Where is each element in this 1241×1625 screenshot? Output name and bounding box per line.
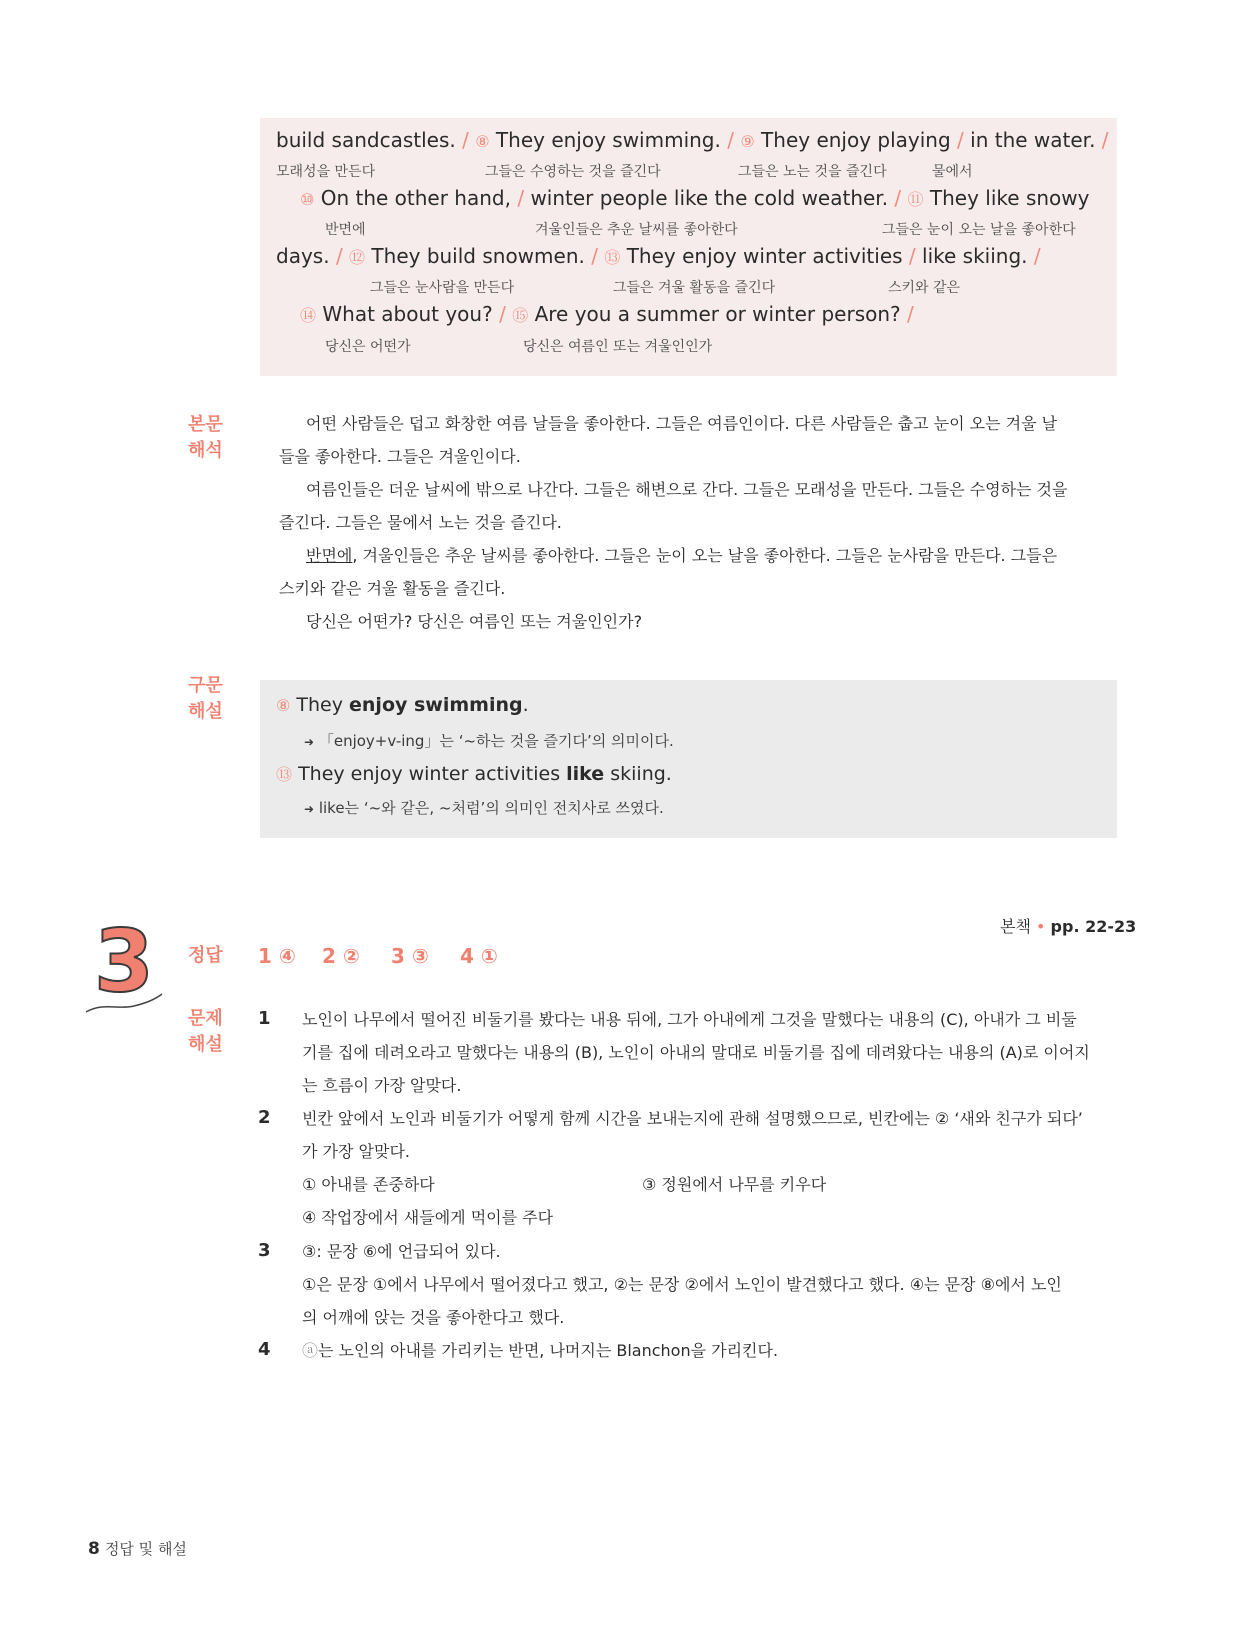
chunk: days. bbox=[276, 244, 330, 268]
slash: / bbox=[591, 244, 598, 268]
reference-marker: ⓐ bbox=[302, 1341, 319, 1360]
sentence-number: ⑬ bbox=[276, 765, 293, 784]
slash: / bbox=[727, 128, 734, 152]
gloss: 그들은 노는 것을 즐긴다 bbox=[738, 164, 887, 180]
sentence-number: ⑬ bbox=[604, 248, 621, 267]
gloss: 당신은 어떤가 bbox=[325, 339, 411, 355]
grammar-note bbox=[304, 797, 664, 818]
sentence-number: ⑮ bbox=[512, 306, 529, 325]
bold-text: enjoy swimming bbox=[349, 694, 523, 716]
gloss: 물에서 bbox=[932, 164, 973, 180]
slash: / bbox=[957, 128, 964, 152]
gloss: 겨울인들은 추운 날씨를 좋아한다 bbox=[535, 222, 738, 238]
translation-line: 어떤 사람들은 덥고 화창한 여름 날들을 좋아한다. 그들은 여름인이다. 다른 사람들은 춥고 눈이 오는 겨울 날 bbox=[306, 414, 1058, 433]
label-line: 해설 bbox=[188, 701, 223, 722]
slash: / bbox=[907, 302, 914, 326]
translation-line bbox=[306, 539, 1126, 572]
ref-book: 본책 bbox=[1000, 917, 1031, 936]
label-line: 문제 bbox=[188, 1008, 223, 1029]
sentence-row-3 bbox=[276, 244, 1041, 268]
chunk: They enjoy swimming. bbox=[495, 128, 721, 152]
option-text: ① 아내를 존중하다 bbox=[302, 1175, 435, 1194]
chunk: build sandcastles. bbox=[276, 128, 456, 152]
sentence-row-4 bbox=[300, 302, 914, 326]
explanation-line: 빈칸 앞에서 노인과 비둘기가 어떻게 함께 시간을 보내는지에 관해 설명했으므로, 빈칸에는 ② ‘새와 친구가 되다’ bbox=[302, 1109, 1083, 1128]
page-reference bbox=[1000, 914, 1136, 937]
chunk: in the water. bbox=[970, 128, 1096, 152]
note-text: like는 ‘~와 같은, ~처럼’의 의미인 전치사로 쓰였다. bbox=[318, 799, 664, 817]
sentence-number: ⑧ bbox=[276, 696, 291, 715]
ref-pages: pp. 22-23 bbox=[1050, 917, 1137, 936]
explanation-line: 가 가장 알맞다. bbox=[302, 1142, 410, 1161]
section-number: 3 bbox=[94, 912, 154, 1012]
arrow-icon: ➜ bbox=[304, 735, 315, 749]
slash: / bbox=[908, 244, 916, 268]
slash: / bbox=[462, 128, 469, 152]
chunk: Are you a summer or winter person? bbox=[534, 302, 901, 326]
sentence-analysis-box bbox=[260, 118, 1117, 376]
ref-dot: • bbox=[1036, 917, 1046, 936]
text: They enjoy winter activities bbox=[298, 763, 567, 785]
text: They bbox=[296, 694, 350, 716]
explanation-label bbox=[188, 1006, 223, 1058]
gloss: 모래성을 만든다 bbox=[276, 164, 376, 180]
question-number: 1 bbox=[258, 1008, 271, 1029]
answer-item: 3 ③ bbox=[391, 944, 429, 968]
sentence-row-1 bbox=[276, 128, 1109, 152]
translation-line: 즐긴다. 그들은 물에서 노는 것을 즐긴다. bbox=[279, 513, 562, 532]
sentence-number: ⑭ bbox=[300, 306, 317, 325]
slash: / bbox=[517, 186, 525, 210]
explanation-line: 의 어깨에 앉는 것을 좋아한다고 했다. bbox=[302, 1308, 565, 1327]
gloss: 그들은 눈이 오는 날을 좋아한다 bbox=[882, 222, 1076, 238]
explanation-line: 는 흐름이 가장 알맞다. bbox=[302, 1076, 462, 1095]
underlined-phrase: 반면에 bbox=[306, 546, 353, 565]
gloss: 그들은 겨울 활동을 즐긴다 bbox=[613, 280, 776, 296]
chunk: They enjoy winter activities bbox=[626, 244, 903, 268]
chunk: What about you? bbox=[322, 302, 493, 326]
translation-line: 여름인들은 더운 날씨에 밖으로 나간다. 그들은 해변으로 간다. 그들은 모래성을 만든다. 그들은 수영하는 것을 bbox=[306, 480, 1068, 499]
sentence-number: ⑧ bbox=[475, 132, 490, 151]
page-number: 8 bbox=[88, 1539, 100, 1559]
label-line: 본문 bbox=[188, 414, 223, 435]
gloss: 당신은 여름인 또는 겨울인인가 bbox=[523, 339, 713, 355]
chunk: On the other hand, bbox=[320, 186, 511, 210]
question-number: 4 bbox=[258, 1339, 271, 1360]
label-line: 구문 bbox=[188, 675, 223, 696]
slash: / bbox=[1101, 128, 1109, 152]
text: . bbox=[522, 694, 529, 716]
grammar-item bbox=[276, 762, 672, 785]
chunk: They build snowmen. bbox=[371, 244, 585, 268]
label-line: 해석 bbox=[188, 440, 223, 461]
explanation-line bbox=[302, 1334, 778, 1367]
note-text: 「enjoy+v-ing」는 ‘~하는 것을 즐기다’의 의미이다. bbox=[318, 732, 674, 750]
grammar-box bbox=[260, 680, 1117, 838]
explanation-line: ③: 문장 ⑥에 언급되어 있다. bbox=[302, 1242, 501, 1261]
grammar-label bbox=[188, 673, 223, 725]
sentence-number: ⑨ bbox=[740, 132, 755, 151]
answer-item: 2 ② bbox=[322, 944, 360, 968]
translation-line: 들을 좋아한다. 그들은 겨울인이다. bbox=[279, 447, 521, 466]
footer-title: 정답 및 해설 bbox=[104, 1540, 187, 1558]
chunk: They like snowy bbox=[929, 186, 1090, 210]
slash: / bbox=[894, 186, 902, 210]
answer-item: 1 ④ bbox=[258, 944, 296, 968]
chunk: They enjoy playing bbox=[761, 128, 951, 152]
sentence-number: ⑪ bbox=[907, 190, 924, 209]
explanation-line: ①은 문장 ①에서 나무에서 떨어졌다고 했고, ②는 문장 ②에서 노인이 발견했다고 했다. ④는 문장 ⑧에서 노인 bbox=[302, 1275, 1062, 1294]
slash: / bbox=[1033, 244, 1041, 268]
answer-label: 정답 bbox=[188, 945, 223, 966]
sentence-row-2 bbox=[300, 186, 1089, 210]
text: skiing. bbox=[604, 763, 672, 785]
grammar-item bbox=[276, 694, 529, 716]
bold-text: like bbox=[566, 763, 605, 785]
gloss: 그들은 수영하는 것을 즐긴다 bbox=[485, 164, 661, 180]
section-number-badge bbox=[84, 912, 164, 1020]
line-text: 는 노인의 아내를 가리키는 반면, 나머지는 Blanchon을 가리킨다. bbox=[318, 1341, 779, 1360]
question-number: 2 bbox=[258, 1107, 271, 1128]
translation-line: 당신은 어떤가? 당신은 여름인 또는 겨울인인가? bbox=[306, 612, 643, 631]
answer-item: 4 ① bbox=[460, 944, 498, 968]
sentence-number: ⑫ bbox=[349, 248, 366, 267]
gloss: 반면에 bbox=[325, 222, 366, 238]
gloss: 그들은 눈사람을 만든다 bbox=[370, 280, 515, 296]
gloss: 스키와 같은 bbox=[888, 280, 961, 296]
option-text: ③ 정원에서 나무를 키우다 bbox=[642, 1175, 827, 1194]
slash: / bbox=[335, 244, 343, 268]
label-line: 해설 bbox=[188, 1034, 223, 1055]
line-text: , 겨울인들은 추운 날씨를 좋아한다. 그들은 눈이 오는 날을 좋아한다. 그들은 눈사람을 만든다. 그들은 bbox=[352, 546, 1058, 565]
chunk: like skiing. bbox=[922, 244, 1028, 268]
question-number: 3 bbox=[258, 1240, 271, 1261]
translation-line: 스키와 같은 겨울 활동을 즐긴다. bbox=[279, 579, 506, 598]
translation-label bbox=[188, 412, 223, 464]
arrow-icon: ➜ bbox=[304, 802, 315, 816]
slash: / bbox=[499, 302, 506, 326]
grammar-note bbox=[304, 730, 674, 751]
option-text: ④ 작업장에서 새들에게 먹이를 주다 bbox=[302, 1208, 554, 1227]
explanation-line: 노인이 나무에서 떨어진 비둘기를 봤다는 내용 뒤에, 그가 아내에게 그것을 말했다는 내용의 (C), 아내가 그 비둘 bbox=[302, 1010, 1077, 1029]
sentence-number: ⑩ bbox=[300, 190, 315, 209]
page-footer bbox=[88, 1538, 187, 1559]
explanation-line: 기를 집에 데려오라고 말했다는 내용의 (B), 노인이 아내의 말대로 비둘기를 집에 데려왔다는 내용의 (A)로 이어지 bbox=[302, 1043, 1090, 1062]
chunk: winter people like the cold weather. bbox=[530, 186, 889, 210]
